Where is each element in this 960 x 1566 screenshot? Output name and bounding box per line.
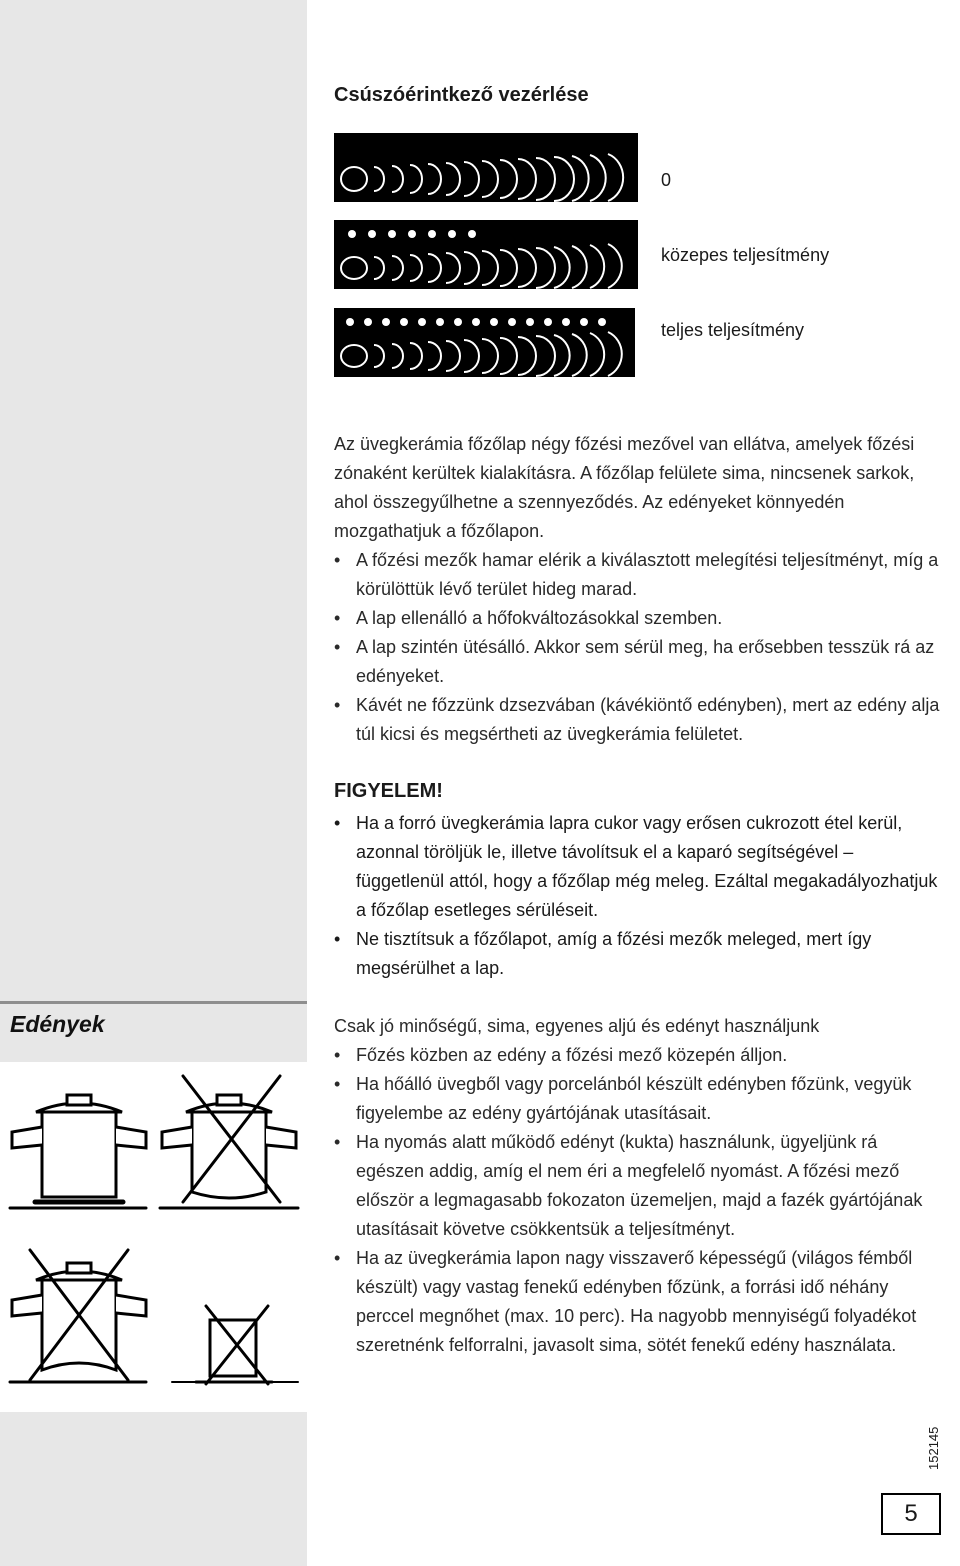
warning-bullet: • Ha a forró üvegkerámia lapra cukor vagy erősen cukrozott étel kerül, azonnal töröljük le, illetve távolítsuk el a kaparó segítségével – függetlenül attól, hogy a főzőlap még meleg. Ezáltal megakadályozhatjuk a főzőlap esetleges sérüléseit.	[334, 809, 944, 925]
slider-arcs-icon	[334, 133, 638, 202]
pot-concave-crossed-icon	[10, 1250, 146, 1382]
cookware-bullet: • Ha az üvegkerámia lapon nagy visszaverő képességű (világos fémből készült) vagy vastag fenekű edényben főzünk, a forrási idő néhány perccel megnőhet (max. 10 perc). Ha nagyobb mennyiségű folyadékot szeretnénk felforralni, javasolt sima, sötét fenekű edény használata.	[334, 1244, 944, 1360]
cookware-bullet: • Ha hőálló üvegből vagy porcelánból készült edényben főzünk, vegyük figyelembe az edény gyártójának utasításait.	[334, 1070, 944, 1128]
warning-text	[334, 809, 944, 983]
cookware-intro: Csak jó minőségű, sima, egyenes aljú és edényt használjunk	[334, 1016, 820, 1036]
intro-bullet-list	[334, 546, 944, 749]
intro-text	[334, 430, 944, 749]
document-code: 152145	[926, 1426, 941, 1470]
section-title: Csúszóérintkező vezérlése	[334, 84, 589, 106]
cookware-text	[334, 1012, 944, 1360]
pot-small-crossed-icon	[172, 1306, 298, 1384]
intro-bullet: • Kávét ne főzzünk dzsezvában (kávékiöntő edényben), mert az edény alja túl kicsi és megsértheti az üvegkerámia felületet.	[334, 691, 944, 749]
slider-arcs-medium-icon	[334, 220, 638, 289]
slider-arcs-full-icon	[334, 308, 635, 377]
slider-indicator-off	[334, 133, 638, 202]
slider-caption-off: 0	[661, 170, 672, 190]
intro-paragraph: Az üvegkerámia főzőlap négy főzési mezővel van ellátva, amelyek főzési zónaként kerültek kialakításra. A főzőlap felülete sima, nincsenek sarkok, ahol összegyűlhetne a szennyeződés. Az edényeket könnyedén mozgathatjuk a főzőlapon.	[334, 434, 915, 541]
warning-bullet-list	[334, 809, 944, 983]
cookware-bullet: • Ha nyomás alatt működő edényt (kukta) használunk, ügyeljünk rá egészen addig, amíg el nem éri a megfelelő nyomást. A főzési mező először a legmagasabb fokozaton üzemeljen, majd a fazék gyártójának utasításait követve csökkentsük a teljesítményt.	[334, 1128, 944, 1244]
warning-bullet: • Ne tisztítsuk a főzőlapot, amíg a főzési mezők meleged, mert így megsérülhet a lap.	[334, 925, 944, 983]
pots-diagram	[0, 1062, 307, 1412]
pot-correct-icon	[10, 1095, 146, 1208]
cookware-bullet: • Főzés közben az edény a főzési mező közepén álljon.	[334, 1041, 944, 1070]
sidebar-divider	[0, 1001, 307, 1004]
slider-caption-medium: közepes teljesítmény	[661, 245, 830, 265]
slider-indicator-full	[334, 308, 635, 377]
warning-title: FIGYELEM!	[334, 780, 443, 802]
cookware-illustration	[0, 1062, 307, 1412]
page-number: 5	[881, 1493, 941, 1535]
intro-bullet: • A főzési mezők hamar elérik a kiválasztott melegítési teljesítményt, míg a körülöttük lévő terület hideg marad.	[334, 546, 944, 604]
cookware-bullet-list	[334, 1041, 944, 1360]
slider-indicator-medium	[334, 220, 638, 289]
intro-bullet: • A lap szintén ütésálló. Akkor sem sérül meg, ha erősebben tesszük rá az edényeket.	[334, 633, 944, 691]
slider-caption-full: teljes teljesítmény	[661, 320, 805, 340]
pot-convex-crossed-icon	[160, 1076, 298, 1208]
intro-bullet: • A lap ellenálló a hőfokváltozásokkal szemben.	[334, 604, 944, 633]
side-title-cookware: Edények	[10, 1011, 105, 1037]
